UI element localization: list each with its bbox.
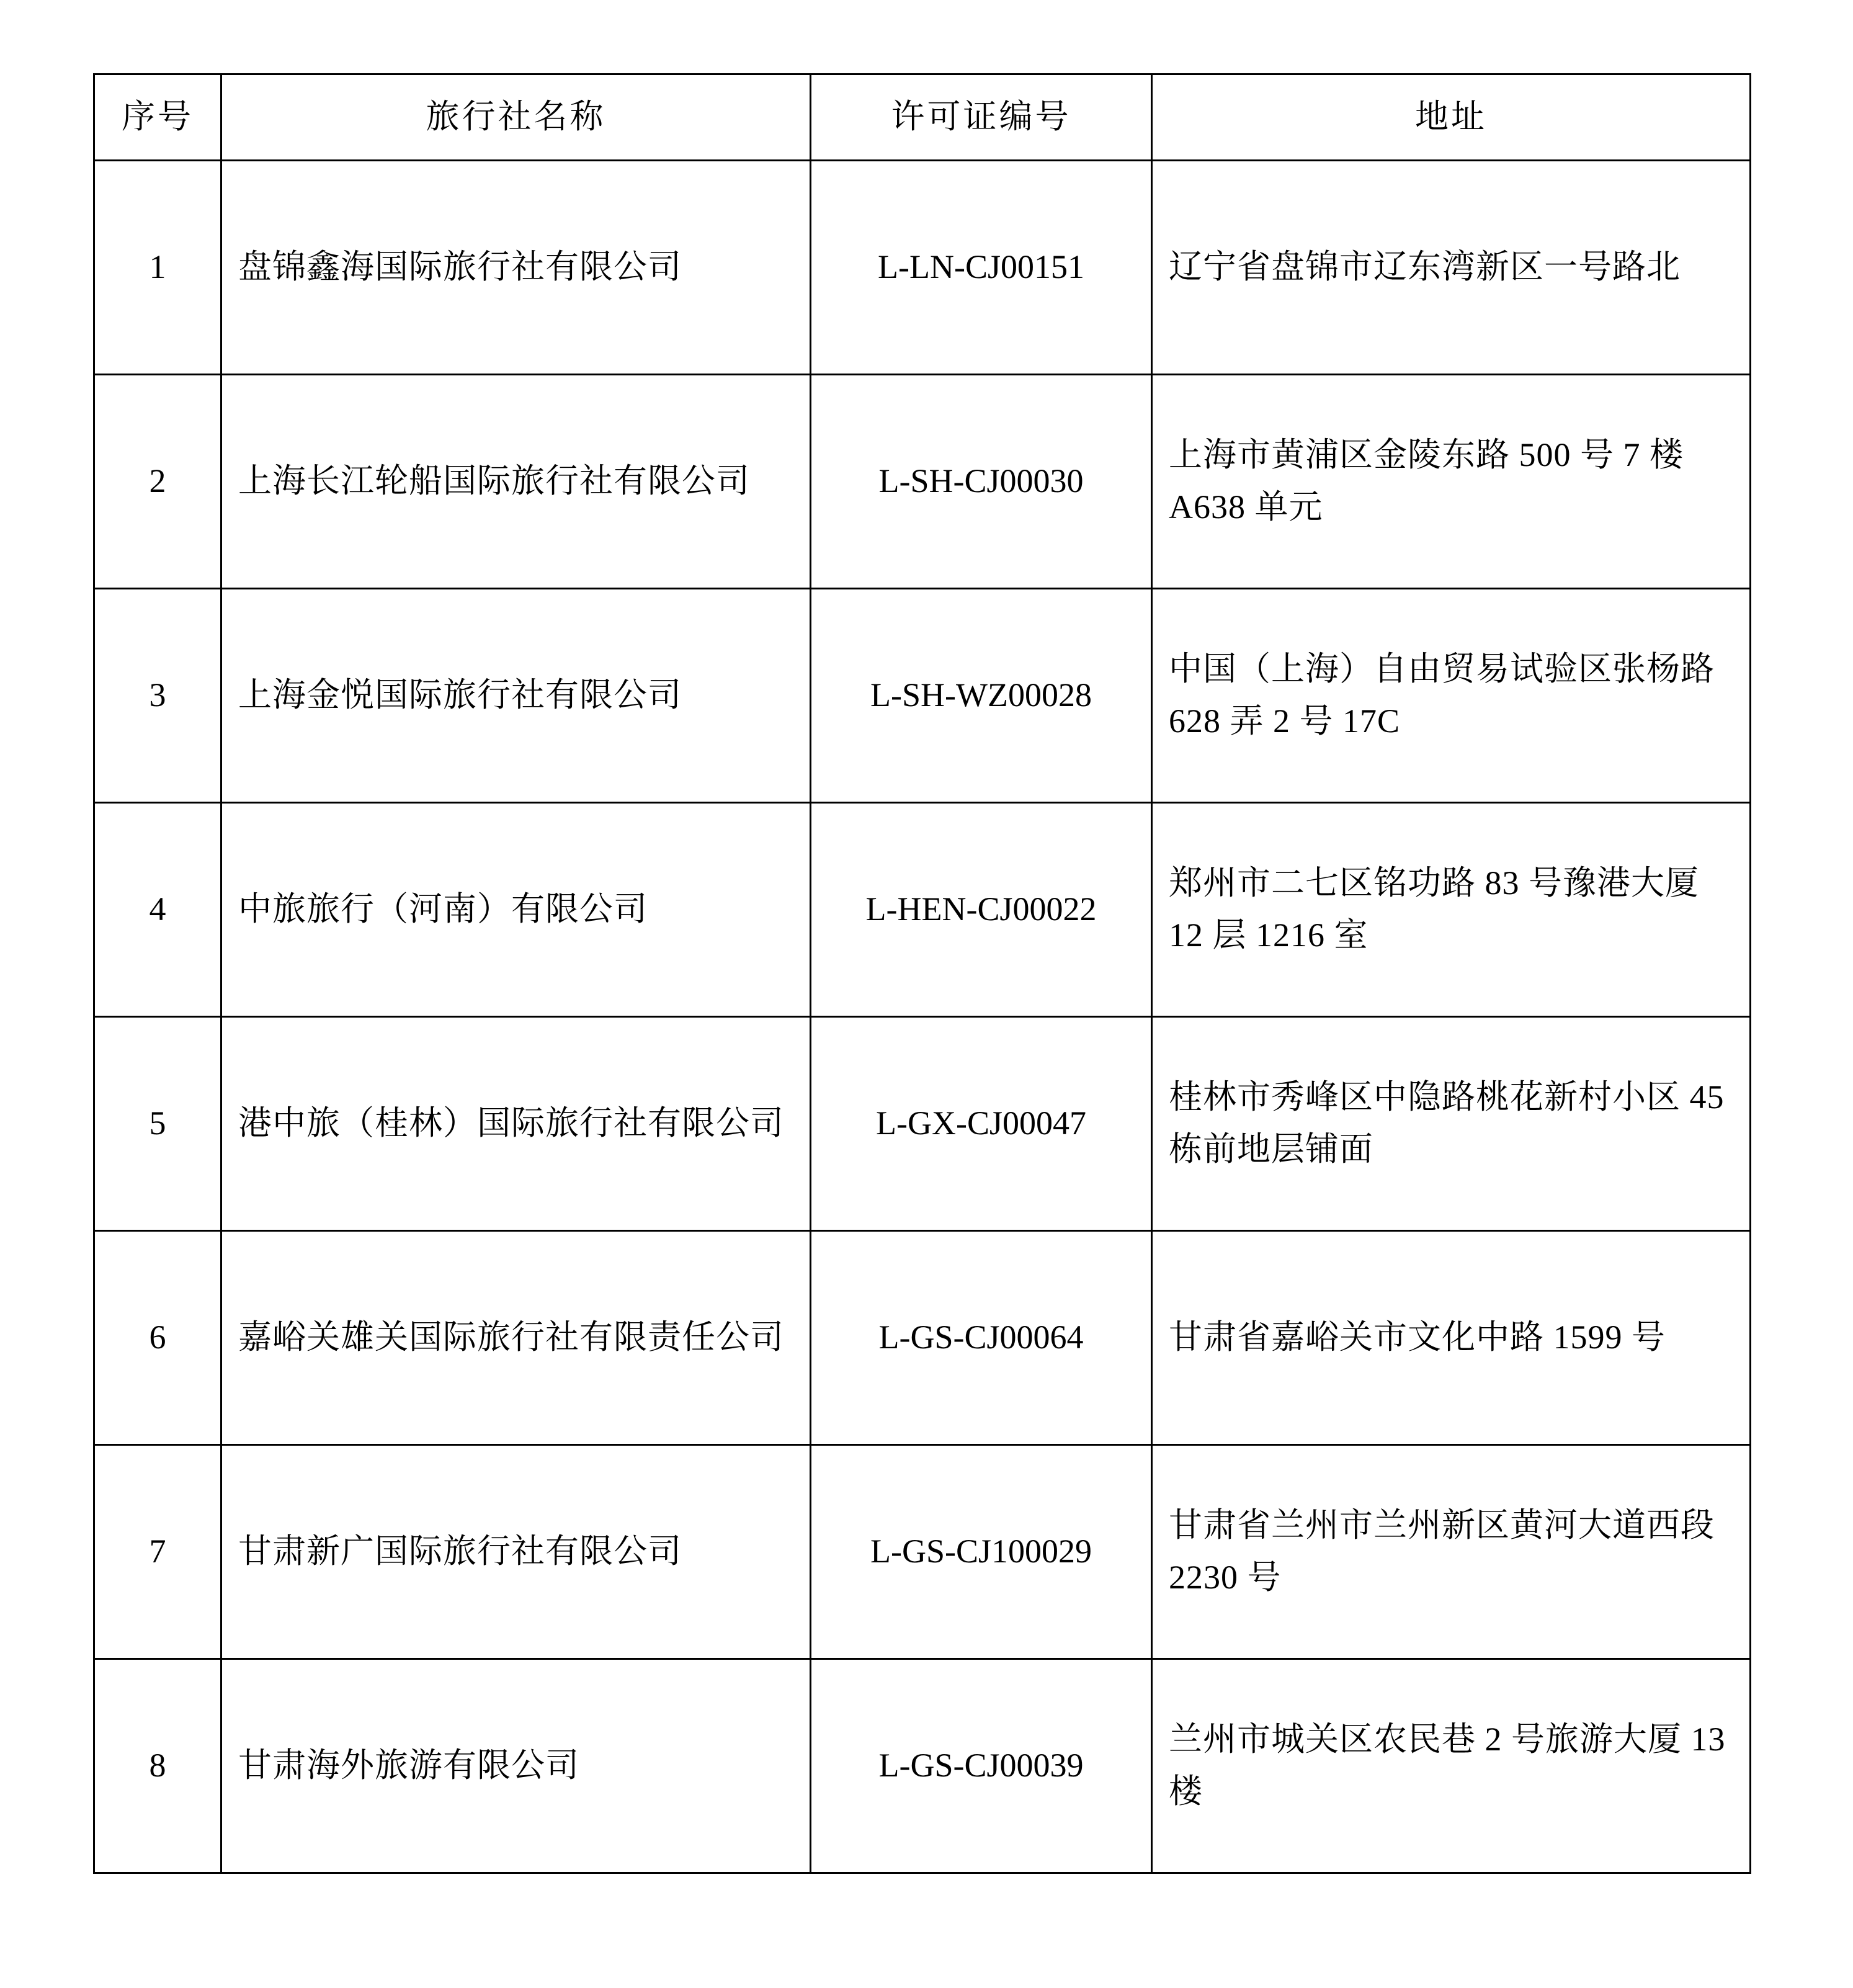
cell-address: 桂林市秀峰区中隐路桃花新村小区 45 栋前地层铺面 (1152, 1016, 1751, 1230)
table-header-row (94, 74, 1751, 161)
cell-index: 4 (94, 802, 221, 1016)
cell-index: 1 (94, 160, 221, 374)
table-row (94, 588, 1751, 802)
cell-license-number: L-SH-WZ00028 (811, 588, 1152, 802)
table-row (94, 802, 1751, 1016)
header-agency-name: 旅行社名称 (221, 74, 811, 161)
travel-agency-table (93, 73, 1751, 1874)
cell-license-number: L-GS-CJ100029 (811, 1444, 1152, 1659)
cell-license-number: L-HEN-CJ00022 (811, 802, 1152, 1016)
table-row (94, 1659, 1751, 1873)
cell-license-number: L-SH-CJ00030 (811, 374, 1152, 588)
table-row (94, 1230, 1751, 1444)
cell-index: 7 (94, 1444, 221, 1659)
table-row (94, 160, 1751, 374)
cell-address: 郑州市二七区铭功路 83 号豫港大厦 12 层 1216 室 (1152, 802, 1751, 1016)
cell-index: 6 (94, 1230, 221, 1444)
cell-address: 中国（上海）自由贸易试验区张杨路 628 弄 2 号 17C (1152, 588, 1751, 802)
cell-license-number: L-GS-CJ00064 (811, 1230, 1152, 1444)
cell-agency-name: 盘锦鑫海国际旅行社有限公司 (221, 160, 811, 374)
cell-address: 甘肃省兰州市兰州新区黄河大道西段 2230 号 (1152, 1444, 1751, 1659)
cell-index: 5 (94, 1016, 221, 1230)
cell-license-number: L-LN-CJ00151 (811, 160, 1152, 374)
cell-index: 2 (94, 374, 221, 588)
header-index: 序号 (94, 74, 221, 161)
cell-agency-name: 嘉峪关雄关国际旅行社有限责任公司 (221, 1230, 811, 1444)
cell-agency-name: 甘肃海外旅游有限公司 (221, 1659, 811, 1873)
cell-agency-name: 中旅旅行（河南）有限公司 (221, 802, 811, 1016)
cell-index: 3 (94, 588, 221, 802)
table-row (94, 374, 1751, 588)
cell-address: 兰州市城关区农民巷 2 号旅游大厦 13 楼 (1152, 1659, 1751, 1873)
cell-license-number: L-GX-CJ00047 (811, 1016, 1152, 1230)
cell-license-number: L-GS-CJ00039 (811, 1659, 1152, 1873)
cell-address: 甘肃省嘉峪关市文化中路 1599 号 (1152, 1230, 1751, 1444)
cell-address: 辽宁省盘锦市辽东湾新区一号路北 (1152, 160, 1751, 374)
cell-agency-name: 港中旅（桂林）国际旅行社有限公司 (221, 1016, 811, 1230)
table-row (94, 1016, 1751, 1230)
cell-index: 8 (94, 1659, 221, 1873)
table-body (94, 160, 1751, 1873)
table-row (94, 1444, 1751, 1659)
header-address: 地址 (1152, 74, 1751, 161)
cell-address: 上海市黄浦区金陵东路 500 号 7 楼 A638 单元 (1152, 374, 1751, 588)
header-license-number: 许可证编号 (811, 74, 1152, 161)
cell-agency-name: 上海长江轮船国际旅行社有限公司 (221, 374, 811, 588)
cell-agency-name: 甘肃新广国际旅行社有限公司 (221, 1444, 811, 1659)
cell-agency-name: 上海金悦国际旅行社有限公司 (221, 588, 811, 802)
table-header (94, 74, 1751, 161)
